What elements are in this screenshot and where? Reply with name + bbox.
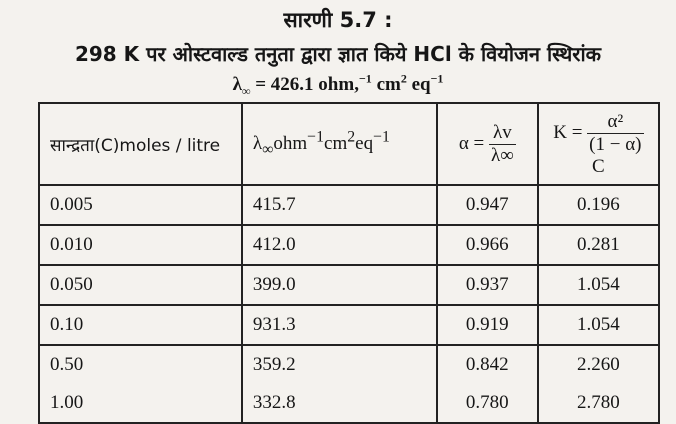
cell-alpha: 0.947 bbox=[437, 185, 538, 225]
cell-conductance: 399.0 bbox=[242, 265, 437, 305]
unit-cm: cm bbox=[324, 133, 348, 154]
lambda-value: = 426.1 ohm, bbox=[255, 74, 359, 95]
k-denominator: (1 − α) bbox=[589, 133, 642, 155]
cell-conductance: 359.2 bbox=[242, 345, 437, 384]
lambda-symbol: λ bbox=[252, 133, 263, 154]
cell-concentration: 0.005 bbox=[39, 185, 242, 225]
unit-exponent: 2 bbox=[347, 128, 356, 146]
cell-k: 2.260 bbox=[538, 345, 659, 384]
cell-conductance: 332.8 bbox=[242, 384, 437, 423]
cell-concentration: 0.10 bbox=[39, 305, 242, 345]
header-alpha bbox=[437, 103, 538, 185]
table-row bbox=[39, 384, 659, 423]
unit-eq: eq bbox=[355, 133, 374, 154]
k-suffix: C bbox=[592, 155, 605, 177]
table-row bbox=[39, 305, 659, 345]
unit-exponent: −1 bbox=[373, 128, 390, 146]
cell-alpha: 0.780 bbox=[437, 384, 538, 423]
table-row bbox=[39, 185, 659, 225]
cell-conductance: 415.7 bbox=[242, 185, 437, 225]
cell-concentration: 0.050 bbox=[39, 265, 242, 305]
table-row bbox=[39, 345, 659, 384]
k-label: K = bbox=[553, 121, 583, 143]
cell-conductance: 412.0 bbox=[242, 225, 437, 265]
lambda-infinity-sub: ∞ bbox=[262, 140, 274, 158]
cell-alpha: 0.919 bbox=[437, 305, 538, 345]
table-header-row bbox=[39, 103, 659, 185]
k-fraction bbox=[587, 111, 643, 156]
alpha-numerator: λv bbox=[489, 122, 516, 145]
alpha-denominator: λ∞ bbox=[490, 144, 514, 166]
cell-alpha: 0.842 bbox=[437, 345, 538, 384]
cell-k: 1.054 bbox=[538, 305, 659, 345]
k-numerator: α² bbox=[587, 111, 643, 134]
unit-exponent: −1 bbox=[307, 128, 325, 146]
table-caption: सारणी 5.7 : bbox=[283, 8, 393, 32]
unit-exponent: −1 bbox=[358, 71, 372, 86]
header-conductance bbox=[242, 103, 437, 185]
header-concentration: सान्द्रता(C)moles / litre bbox=[39, 103, 242, 185]
lambda-infinity-sub: ∞ bbox=[241, 83, 251, 98]
cell-conductance: 931.3 bbox=[242, 305, 437, 345]
cell-alpha: 0.937 bbox=[437, 265, 538, 305]
cell-k: 0.281 bbox=[538, 225, 659, 265]
table-row bbox=[39, 225, 659, 265]
unit-eq: eq bbox=[406, 74, 431, 95]
unit-ohm: ohm bbox=[273, 133, 308, 154]
alpha-label: α = bbox=[458, 132, 485, 154]
cell-concentration: 1.00 bbox=[39, 384, 242, 423]
cell-k: 2.780 bbox=[538, 384, 659, 423]
alpha-fraction bbox=[489, 122, 516, 167]
cell-alpha: 0.966 bbox=[437, 225, 538, 265]
dissociation-constant-table bbox=[38, 102, 660, 424]
table-row bbox=[39, 265, 659, 305]
header-k bbox=[538, 103, 659, 185]
cell-concentration: 0.010 bbox=[39, 225, 242, 265]
lambda-symbol: λ bbox=[232, 74, 242, 95]
unit-cm: cm bbox=[371, 74, 401, 95]
unit-exponent: 2 bbox=[400, 71, 407, 86]
cell-k: 1.054 bbox=[538, 265, 659, 305]
unit-exponent: −1 bbox=[430, 71, 444, 86]
limiting-conductance-line bbox=[0, 71, 676, 98]
cell-k: 0.196 bbox=[538, 185, 659, 225]
cell-concentration: 0.50 bbox=[39, 345, 242, 384]
table-subtitle: 298 K पर ओस्टवाल्ड तनुता द्वारा ज्ञात किये HCl के वियोजन स्थिरांक bbox=[74, 42, 602, 66]
